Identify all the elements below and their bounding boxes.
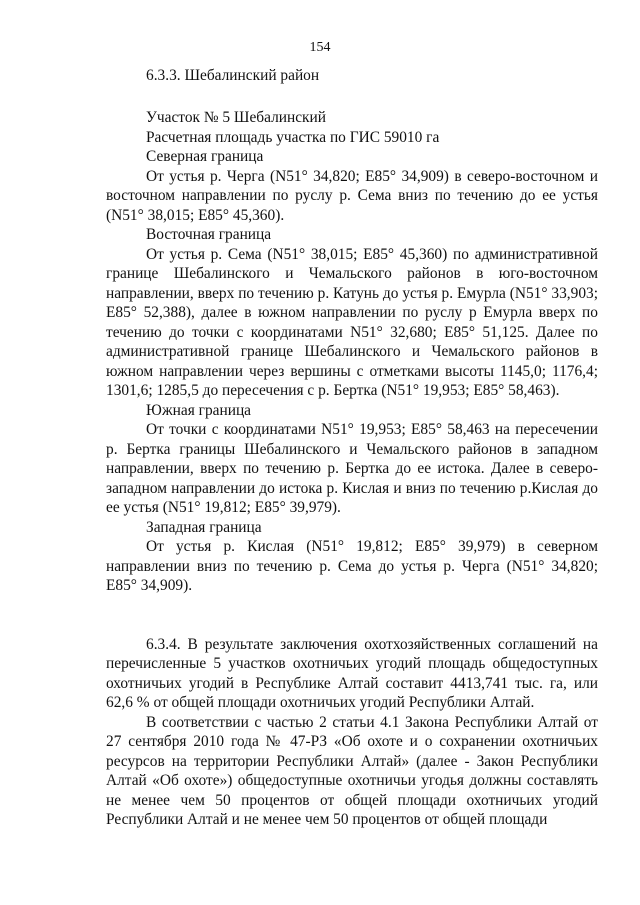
north-border-text: От устья р. Черга (N51° 34,820; E85° 34,909) в северо-восточном и восточном направлении по руслу р. Сема вниз по течению до ее устья (N51° 38,015; E85° 45,360). — [106, 167, 598, 224]
west-border-text: От устья р. Кислая (N51° 19,812; E85° 39,979) в северном направлении вниз по течению р. Сема до устья р. Черга (N51° 34,820; E85° 34,909). — [106, 538, 598, 594]
section-634-paragraph: 6.3.4. В результате заключения охотхозяйственных соглашений на перечисленные 5 участков охотничьих угодий площадь общедоступных охотничьих угодий в Республике Алтай составит 4413,741 тыс. га, или 62,6 % от общей площади охотничьих угодий Республики Алтай. — [106, 635, 598, 711]
south-border-text: От точки с координатами N51° 19,953; E85° 58,463 на пересечении р. Бертка границы Шебалинского и Чемальского районов в западном направлении, вверх по течению р. Бертка до ее истока. Далее в северо-западном направлении до истока р. Кислая и вниз по течению р.Кислая до ее устья (N51° 19,812; E85° 39,979). — [106, 421, 598, 516]
plot-area: Расчетная площадь участка по ГИС 59010 га — [146, 128, 440, 146]
plot-title: Участок № 5 Шебалинский — [146, 109, 327, 126]
page-number: 154 — [309, 40, 331, 55]
north-border-label: Северная граница — [146, 148, 264, 165]
section-heading: 6.3.3. Шебалинский район — [146, 67, 320, 84]
document-body — [106, 108, 598, 830]
west-border-label: Западная граница — [146, 518, 262, 536]
law-reference-paragraph: В соответствии с частью 2 статьи 4.1 Закона Республики Алтай от 27 сентября 2010 года № 47-РЗ «Об охоте и о сохранении охотничьих ресурсов на территории Республики Алтай» (далее - Закон Республики Алтай «Об охоте») общедоступные охотничьи угодья должны составлять не менее чем 50 процентов от общей площади охотничьих угодий Республики Алтай и не менее чем 50 процентов от общей площади — [106, 713, 598, 828]
south-border-label: Южная граница — [146, 401, 252, 419]
east-border-text: От устья р. Сема (N51° 38,015; E85° 45,360) по административной границе Шебалинского и Чемальского районов в юго-восточном направлении, вверх по течению р. Катунь до устья р. Емурла (N51° 33,903; E85° 52,388), далее в южном направлении по руслу р Емурла вверх по течению до точки с координатами N51° 32,680; E85° 51,125. Далее по административной границе Шебалинского и Чемальского районов в южном направлении через вершины с отметками высоты 1145,0; 1176,4; 1301,6; 1285,5 до пересечения с р. Бертка (N51° 19,953; E85° 58,463). — [106, 245, 598, 399]
east-border-label: Восточная граница — [146, 226, 272, 243]
